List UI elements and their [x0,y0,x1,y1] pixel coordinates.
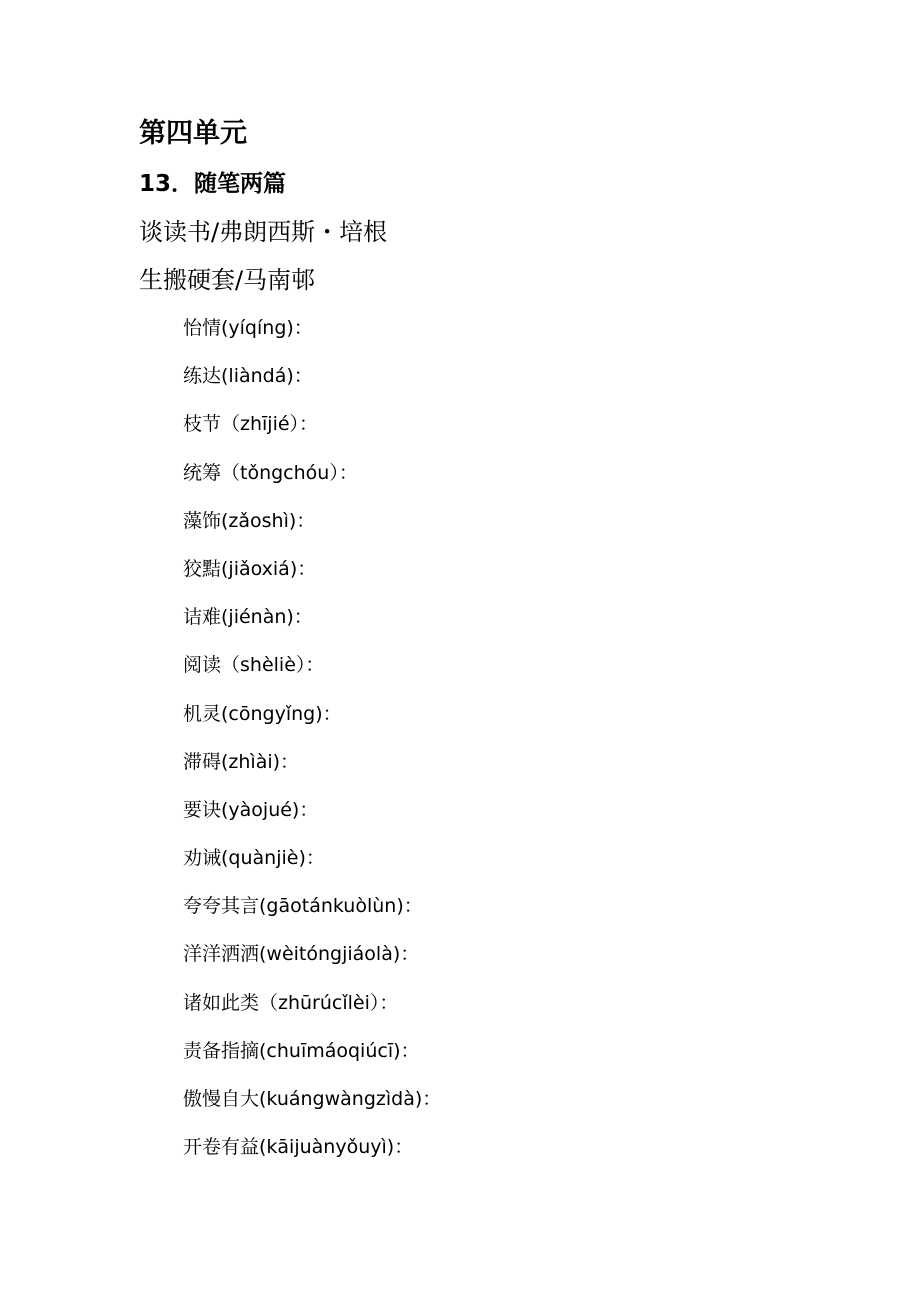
vocab-item: 狡黠(jiǎoxiá)： [183,557,317,580]
vocab-item: 傲慢自大(kuángwàngzìdà)： [183,1088,442,1110]
vocab-item: 劝诫(quànjiè)： [183,847,325,870]
vocab-item: 阅读（shèliè）： [183,654,325,677]
vocab-item: 要诀(yàojué)： [183,798,319,821]
vocab-item: 洋洋洒洒(wèitóngjiáolà)： [183,943,420,966]
vocab-item: 统筹（tǒngchóu）： [183,461,358,484]
vocab-item: 藻饰(zǎoshì)： [183,509,316,532]
vocab-item: 责备指摘(chuīmáoqiúcī)： [183,1039,420,1062]
vocab-item: 开卷有益(kāijuànyǒuyì)： [183,1136,414,1159]
vocab-item: 怡情(yíqíng)： [183,317,313,339]
vocab-item: 滞碍(zhìài)： [183,750,300,773]
vocab-item: 练达(liàndá)： [183,365,313,388]
vocabulary-list [183,310,441,1177]
vocab-item: 枝节（zhījié）： [183,413,319,436]
vocab-item: 诘难(jiénàn)： [183,606,313,629]
lesson-title: 13．随笔两篇 [139,171,287,197]
vocab-item: 夸夸其言(gāotánkuòlùn)： [183,895,423,918]
text-title-2: 生搬硬套/马南邨 [139,266,316,294]
unit-title: 第四单元 [139,118,247,149]
vocab-item: 机灵(cōngyǐng)： [183,702,342,725]
vocab-item: 诸如此类（zhūrúcǐlèi）： [183,991,399,1014]
text-title-1: 谈读书/弗朗西斯・培根 [139,218,388,246]
